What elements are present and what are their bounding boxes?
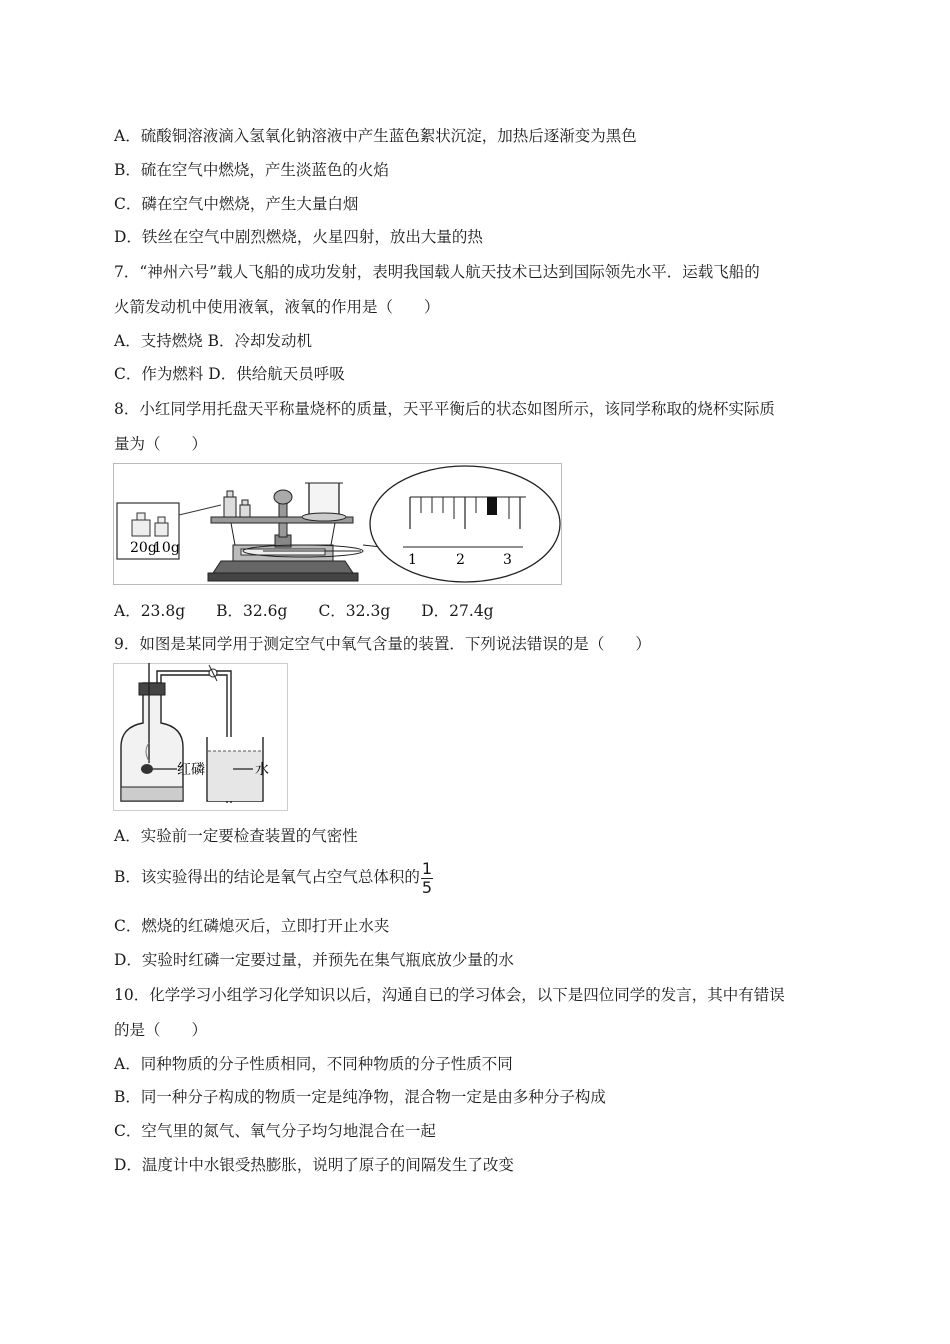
q10-stem-line1: 10．化学学习小组学习化学知识以后，沟通自已的学习体会，以下是四位同学的发言，其中有错误 [114, 986, 785, 1004]
label-red-phosphorus: 红磷 [177, 762, 205, 778]
q7-options-line1: A．支持燃烧 B．冷却发动机 [114, 332, 313, 350]
q9-option-c: C．燃烧的红磷熄灭后，立即打开止水夹 [114, 917, 390, 935]
q6-option-b: B．硫在空气中燃烧，产生淡蓝色的火焰 [114, 161, 389, 179]
q8-stem-line2: 量为（ ） [114, 435, 208, 453]
scale-label-1: 1 [408, 552, 417, 568]
q9-option-b [114, 858, 433, 896]
q10-stem-line2: 的是（ ） [114, 1021, 208, 1039]
q8-options: A．23.8g B．32.6g C．32.3g D．27.4g [114, 602, 494, 620]
balance-figure [113, 463, 562, 585]
q9-option-a: A．实验前一定要检查装置的气密性 [114, 827, 358, 845]
q10-option-b: B．同一种分子构成的物质一定是纯净物，混合物一定是由多种分子构成 [114, 1088, 606, 1106]
q7-stem-line2: 火箭发动机中使用液氧，液氧的作用是（ ） [114, 298, 440, 316]
q9-stem: 9．如图是某同学用于测定空气中氧气含量的装置．下列说法错误的是（ ） [114, 635, 651, 653]
label-water: 水 [255, 762, 269, 778]
q10-option-a: A．同种物质的分子性质相同，不同种物质的分子性质不同 [114, 1055, 513, 1073]
q8-stem-line1: 8．小红同学用托盘天平称量烧杯的质量，天平平衡后的状态如图所示，该同学称取的烧杯实际质 [114, 400, 775, 418]
scale-label-2: 2 [456, 552, 465, 568]
weight-10g-label: 10g [153, 540, 180, 556]
q7-options-line2: C．作为燃料 D．供给航天员呼吸 [114, 365, 345, 383]
q6-option-a: A．硫酸铜溶液滴入氢氧化钠溶液中产生蓝色絮状沉淀，加热后逐渐变为黑色 [114, 127, 637, 145]
q7-stem-line1: 7．“神州六号”载人飞船的成功发射，表明我国载人航天技术已达到国际领先水平．运载飞船的 [114, 263, 760, 281]
scale-label-3: 3 [503, 552, 512, 568]
q6-option-c: C．磷在空气中燃烧，产生大量白烟 [114, 195, 359, 213]
fraction-numerator: 1 [421, 858, 432, 878]
q6-option-d: D．铁丝在空气中剧烈燃烧，火星四射，放出大量的热 [114, 228, 483, 246]
q9-option-d: D．实验时红磷一定要过量，并预先在集气瓶底放少量的水 [114, 951, 514, 969]
oxygen-apparatus-figure [113, 663, 288, 811]
fraction-one-fifth [421, 858, 433, 897]
weight-20g-label: 20g [130, 540, 157, 556]
q9-option-b-text: B．该实验得出的结论是氧气占空气总体积的 [114, 868, 420, 886]
rider-marker [487, 497, 497, 515]
q10-option-c: C．空气里的氮气、氧气分子均匀地混合在一起 [114, 1122, 436, 1140]
q10-option-d: D．温度计中水银受热膨胀，说明了原子的间隔发生了改变 [114, 1156, 514, 1174]
fraction-denominator: 5 [421, 877, 432, 897]
